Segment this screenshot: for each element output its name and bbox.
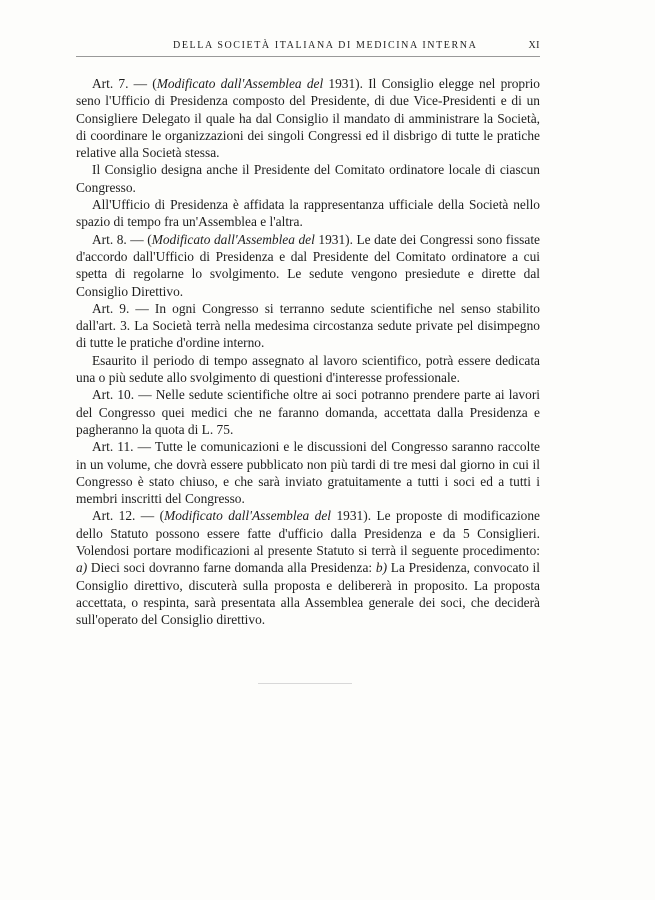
page-number: XI xyxy=(528,40,540,51)
paragraph: All'Ufficio di Presidenza è affidata la rappresentanza ufficiale della Società nello spazio di tempo fra un'Assemblea e l'altra. xyxy=(76,197,540,230)
paragraph-art-12: Art. 12. — (Modificato dall'Assemblea del 1931). Le proposte di modificazione dello Statuto possono essere fatte d'ufficio dalla Presidenza e da 5 Consiglieri. Volendosi portare modificazioni al presente Statuto si terrà il seguente procedimento: a) Dieci soci dovranno farne domanda alla Presidenza: b) La Presidenza, convocato il Consiglio direttivo, discuterà sulla proposta e delibererà in proposito. La proposta accettata, o respinta, sarà presentata alla Assemblea generale dei soci, che deciderà sull'operato del Consiglio direttivo. xyxy=(76,508,541,628)
header-rule xyxy=(76,56,540,57)
running-title: DELLA SOCIETÀ ITALIANA DI MEDICINA INTERNA xyxy=(173,40,478,51)
statute-text xyxy=(76,75,540,629)
paragraph: Il Consiglio designa anche il Presidente del Comitato ordinatore locale di ciascun Congresso. xyxy=(76,162,540,195)
paragraph-art-9: Art. 9. — In ogni Congresso si terranno sedute scientifiche nel senso stabilito dall'art. 3. La Società terrà nella medesima circostanza sedute private pel disimpegno di tutte le pratiche d'ordine interno. xyxy=(76,300,540,351)
paragraph-art-11: Art. 11. — Tutte le comunicazioni e le discussioni del Congresso saranno raccolte in un volume, che dovrà essere pubblicato non più tardi di tre mesi dal giorno in cui il Congresso è stato chiuso, e che sarà inviato gratuitamente a tutti i soci ed a tutti i membri inscritti del Congresso. xyxy=(76,439,540,507)
paragraph-art-10: Art. 10. — Nelle sedute scientifiche oltre ai soci potranno prendere parte ai lavori del Congresso quei medici che ne faranno domanda, accettata dalla Presidenza e pagheranno la quota di L. 75. xyxy=(76,387,540,437)
paragraph-art-7: Art. 7. — (Modificato dall'Assemblea del 1931). Il Consiglio elegge nel proprio seno l'Ufficio di Presidenza composto del Presidente, di due Vice-Presidenti e di un Consigliere Delegato il quale ha dal Consiglio il mandato di amministrare la Società, di coordinare le organizzazioni dei singoli Congressi ed il disbrigo di tutte le pratiche relative alla Società stessa. xyxy=(76,76,540,161)
paragraph-art-8: Art. 8. — (Modificato dall'Assemblea del 1931). Le date dei Congressi sono fissate d'accordo dall'Ufficio di Presidenza e dal Presidente del Comitato ordinatore a cui spetta di regolarne lo svolgimento. Le sedute vengono presiedute e dirette dal Consiglio Direttivo. xyxy=(76,231,541,299)
end-rule xyxy=(258,683,352,684)
paragraph: Esaurito il periodo di tempo assegnato al lavoro scientifico, potrà essere dedicata una o più sedute allo svolgimento di questioni d'interesse professionale. xyxy=(76,352,540,386)
